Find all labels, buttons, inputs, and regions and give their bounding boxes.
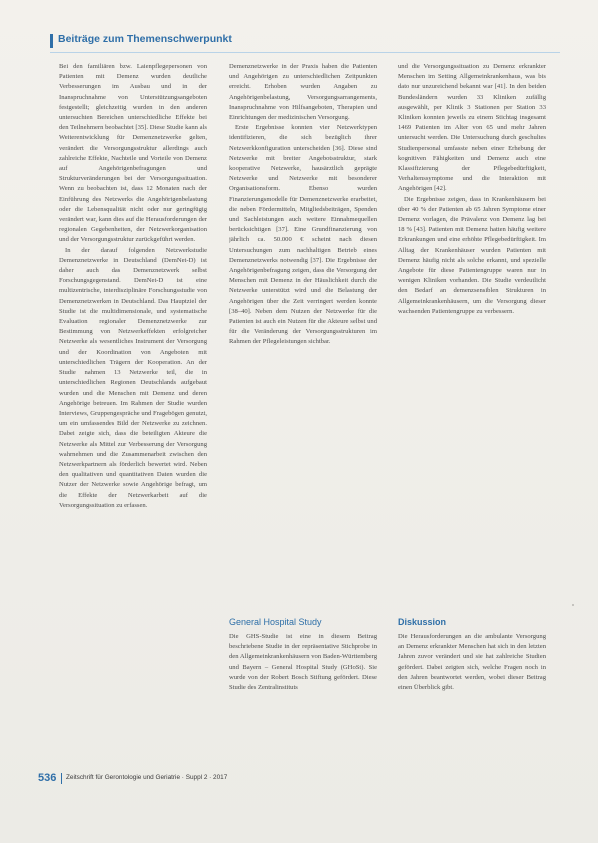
text-column-3-lower [398,632,546,756]
paragraph: und die Versorgungssituation zu Demenz erkrankter Menschen im Setting Allgemeinkrankenhaus, was bis dato nur unzureichend bekannt war [41]. In den beiden Bundesländern wurden 33 Kliniken zufällig ausgewählt, per Klinik 3 Stationen per Station 33 Kliniken konnten jeweils zu einem Stichtag insgesamt 1469 Patienten im Alter von 65 und mehr Jahren untersucht werden. Die Untersuchung durch geschultes Studienpersonal umfasste neben einer Erhebung der kognitiven Fähigkeiten und Demenz auch eine Klassifizierung der Pflegebedürftigkeit, Verhaltenssymptome und die Interaktion mit Angehörigen [42]. [398,63,546,193]
paragraph: Bei den familiären bzw. Laienpflegepersonen von Patienten mit Demenz wurden deutliche Verbesserungen im Ausbau und in der Inanspruchnahme von Unterstützungsangeboten festgestellt; gleichzeitig wurden in den anderen untersuchten Bereichen unterschiedliche Effekte bei den Teilnehmern beobachtet [35]. Diese Studie kann als Weiterentwicklung für Demenznetzwerke gelten, verändert die Versorgungsstruktur allerdings auch zahlreiche Effekte, Nachteile und Vorteile von Demenz auf Angehörigenbefragungen und Strukturveränderungen bei der Versorgungssituation. Wenn zu beobachten ist, dass 12 Monaten nach der Einführung des Netzwerks die Angehörigenbelastung oder die Lebensqualität nicht oder nur geringfügig verändert war, kann dies auf die Herausforderungen der regionalen Gegebenheiten, der Netzwerkorganisation und der Versorgungsstruktur zurückgeführt werden. [59,63,207,244]
journal-citation: Zeitschrift für Gerontologie und Geriatrie · Suppl 2 · 2017 [66,774,228,781]
footer-divider [61,773,62,784]
text-column-3 [398,62,546,356]
text-column-1 [59,62,207,638]
heading-general-hospital-study: General Hospital Study [229,617,322,627]
paragraph: Demenznetzwerke in der Praxis haben die Patienten und Angehörigen zu unterschiedlichen Zeitpunkten erreicht. Erhoben wurden Angaben zu Angehörigenbelastung, Versorgungsarrangements, Inanspruchnahme von Hilfsangeboten, Therapien und Einrichtungen der medizinischen Versorgung. [229,63,377,122]
header-accent-bar [50,34,53,48]
paper-speck [572,604,574,606]
paragraph: Die Ergebnisse zeigen, dass in Krankenhäusern bei über 40 % der Patienten ab 65 Jahren Symptome einer Demenz vorlagen, die Prävalenz von Demenz lag bei 18 % [43]. Patienten mit Demenz hatten häufig weitere Erkrankungen und eine erhöhte Pflegebedürftigkeit. Im Alltag der Krankenhäuser wurden Patienten mit Demenz häufig nicht als solche erkannt, und spezielle Angebote für diese Patientengruppe waren nur in wenigen Kliniken vorhanden. Die Studie verdeutlicht den Bedarf an demenzsensiblen Strukturen in Allgemeinkrankenhäusern, um die Versorgung dieser wachsenden Patientengruppe zu verbessern. [398,195,546,315]
text-column-2-lower [229,632,377,756]
page-number: 536 [38,772,57,784]
paragraph: Die Herausforderungen an die ambulante Versorgung an Demenz erkrankter Menschen hat sich in den letzten Jahren zuvor verändert und sie hat zahlreiche Studien gefördert. Dabei zeigten sich, welche Fragen noch in den Jahren beantwortet werden, wobei dieser Beitrag einen Überblick gibt. [398,633,546,692]
text-column-2 [229,62,377,602]
paragraph: Die GHS-Studie ist eine in diesem Beitrag beschriebene Studie in der repräsentative Stichprobe in den Allgemeinkrankenhäusern von Baden-Württemberg und Bayern – General Hospital Study (GHoSt). Sie wurde von der Robert Bosch Stiftung gefördert. Diese Studie des Zentralinstituts [229,633,377,692]
paragraph: Erste Ergebnisse konnten vier Netzwerktypen identifizieren, die sich bezüglich ihrer Netzwerkkonfiguration unterscheiden [36]. Diese sind Netzwerke mit breiter Angebotsstruktur, stark kooperative Netzwerke, hausärztlich geprägte Netzwerke und Netzwerke mit besonderer Organisationsform. Ebenso wurden Finanzierungsmodelle für Demenznetzwerke erarbeitet, die neben Fördermitteln, Mitgliedsbeiträgen, Spenden und Sachleistungen auch weitere Einnahmequellen berücksichtigen [37]. Eine Grundfinanzierung von jährlich ca. 50.000 € scheint nach diesen Untersuchungen zum nachhaltigen Betrieb eines Demenznetzwerks notwendig [37]. Die Ergebnisse der Angehörigenbefragung zeigen, dass die Versorgung der Menschen mit Demenz in der Häuslichkeit durch die Netzwerke unterstützt wird und die Belastung der Angehörigen über die Zeit verringert werden konnte [38–40]. Neben dem Nutzen der Netzwerke für die Patienten ist auch ein Nutzen für die Akteure selbst und für die Veränderung der Versorgungsstrukturen im Rahmen der Pflegeleistungen sichtbar. [229,124,377,346]
page-footer [38,772,558,786]
heading-diskussion: Diskussion [398,617,447,627]
section-header-title: Beiträge zum Themenschwerpunkt [58,33,232,45]
paragraph: In der darauf folgenden Netzwerkstudie Demenznetzwerke in Deutschland (DemNet-D) ist daher auch das Demenznetzwerk selbst Forschungsgegenstand. DemNet-D ist eine multizentrische, interdisziplinäre Forschungsstudie von Demenznetzwerken in Deutschland. Das Hauptziel der Studie ist die multidimensionale, und systematische Evaluation regionaler Demenznetzwerke zur Bestimmung von Netzwerkeffekten erfolgreicher Netzwerke als wesentliches Instrument der Versorgung und der Koordination von Angeboten mit unterschiedlichen Trägern der Kooperation. An der Studie nahmen 13 Netzwerke teil, die in unterschiedlichen Regionen Deutschlands aufgebaut wurden und die Menschen mit Demenz und deren Angehörige betreuen. Im Rahmen der Studie wurden Interviews, Gruppengespräche und Fragebögen genutzt, um ein umfassendes Bild der Netzwerke zu zeichnen. Dabei zeigte sich, dass die beteiligten Akteure die Netzwerke als Mittel zur Verbesserung der Versorgung wahrnehmen und die Zusammenarbeit zwischen den Netzwerkpartnern als förderlich bewertet wird. Neben den qualitativen und quantitativen Daten wurden die Nutzer der Netzwerke sowie Angehörige befragt, um die Effekte der Netzwerkarbeit auf die Versorgungssituation zu erfassen. [59,246,207,509]
section-header [50,32,560,53]
